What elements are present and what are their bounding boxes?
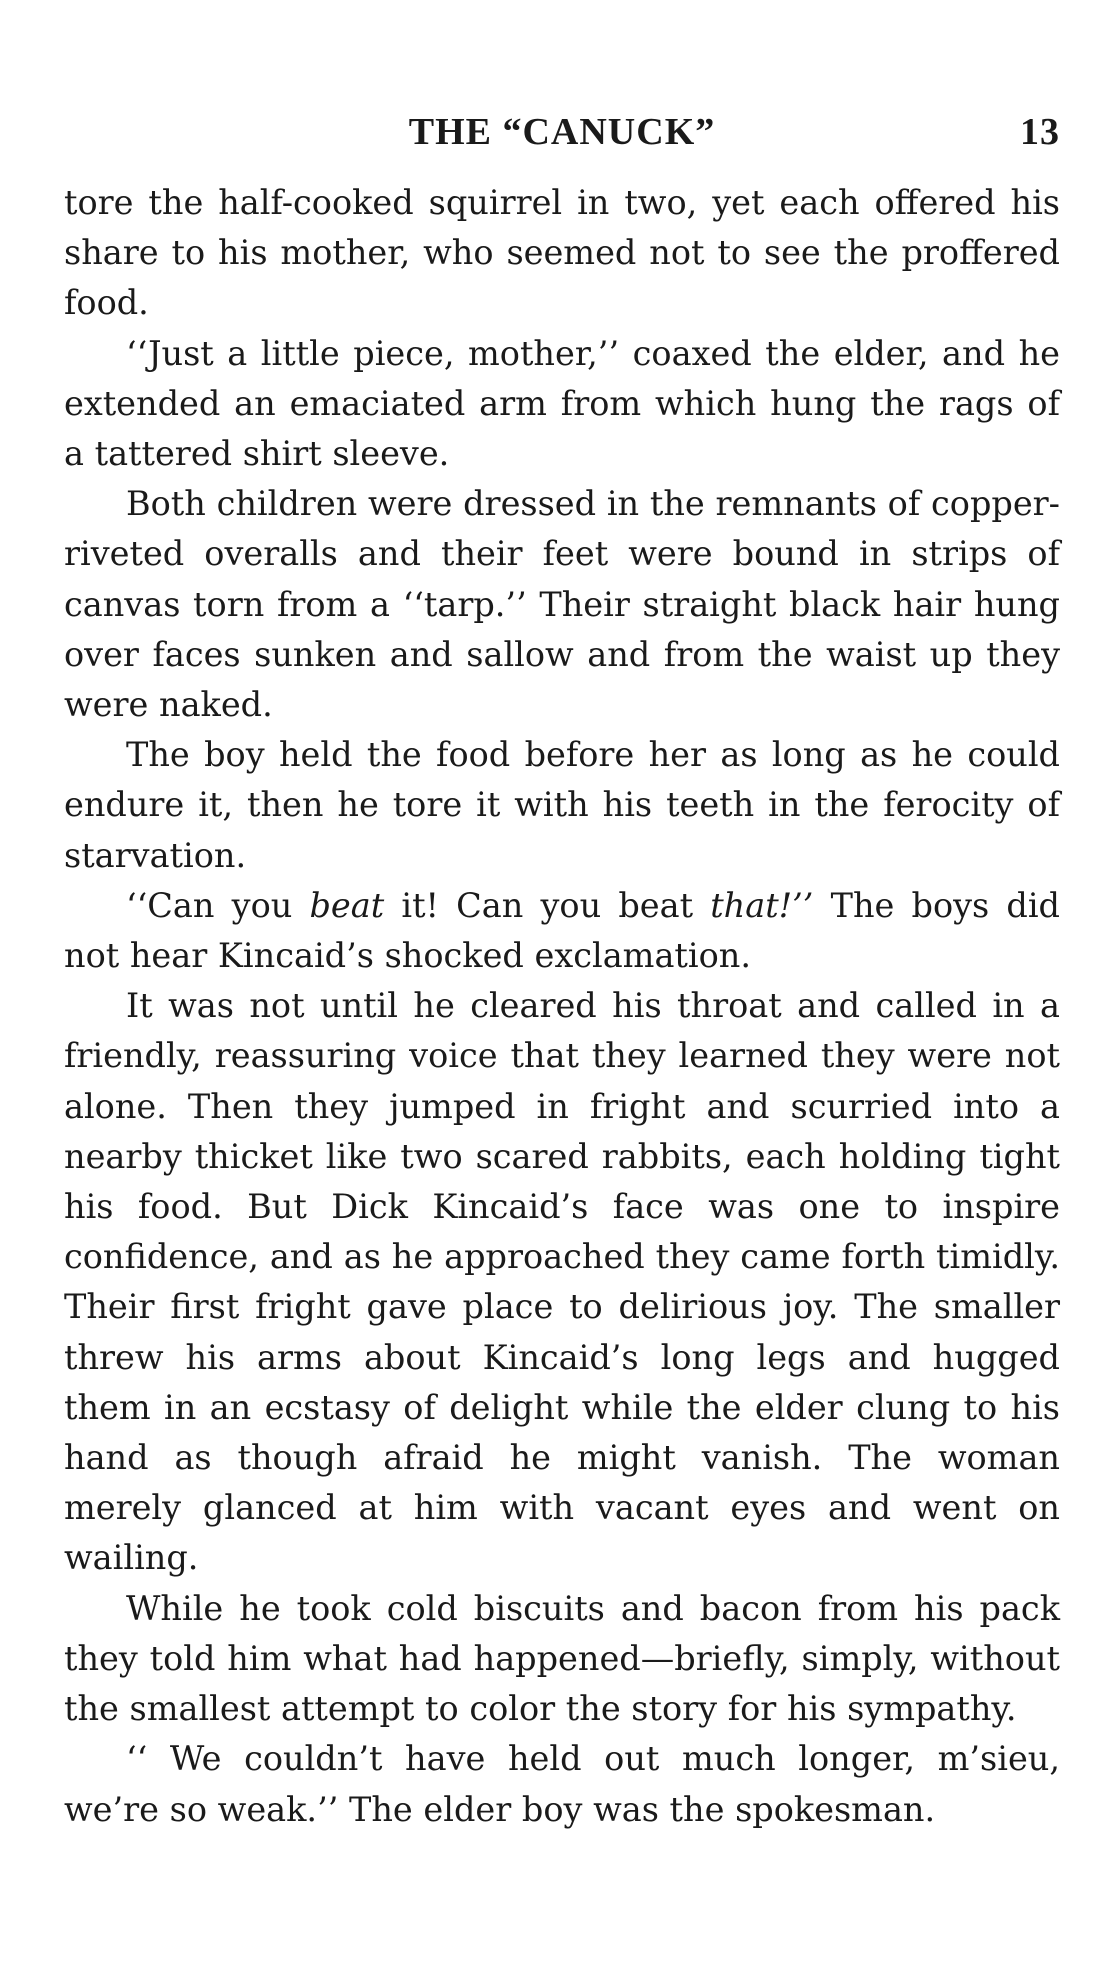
emphasis-text: beat [309, 885, 385, 925]
emphasis-text: that!’’ [710, 885, 814, 925]
text-run: ‘‘Can you [126, 885, 310, 925]
text-run: The boys did not hear Kincaid’s shocked exclamation. [64, 885, 1060, 976]
running-title: THE “CANUCK” [408, 111, 716, 153]
paragraph: ‘‘Just a little piece, mother,’’ coaxed the elder, and he extended an emaciated arm from which hung the rags of a tattered shirt sleeve. [64, 333, 1060, 474]
running-head [64, 110, 1060, 170]
paragraph: Both children were dressed in the remnants of copper-riveted overalls and their feet were bound in strips of canvas torn from a ‘‘tarp.’’ Their straight black hair hung over faces sunken and sallow and from the waist up they were naked. [64, 484, 1060, 725]
book-page [64, 110, 1060, 1835]
paragraph: tore the half-cooked squirrel in two, yet each offered his share to his mother, who seemed not to see the proffered food. [64, 183, 1060, 323]
page-number: 13 [1020, 111, 1060, 153]
paragraph: The boy held the food before her as long as he could endure it, then he tore it with his teeth in the ferocity of starvation. [64, 735, 1060, 875]
body-text [64, 178, 1060, 1835]
paragraph-with-emphasis [64, 881, 1060, 981]
paragraph: ‘‘ We couldn’t have held out much longer, m’sieu, we’re so weak.’’ The elder boy was the spokesman. [64, 1739, 1060, 1829]
paragraph: While he took cold biscuits and bacon from his pack they told him what had happened—briefly, simply, without the smallest attempt to color the story for his sympathy. [64, 1588, 1060, 1729]
text-run: it! Can you beat [384, 885, 711, 925]
paragraph: It was not until he cleared his throat and called in a friendly, reassuring voice that they learned they were not alone. Then they jumped in fright and scurried into a nearby thicket like two scared rabbits, each holding tight his food. But Dick Kincaid’s face was one to inspire confidence, and as he approached they came forth timidly. Their first fright gave place to delirious joy. The smaller threw his arms about Kincaid’s long legs and hugged them in an ecstasy of delight while the elder clung to his hand as though afraid he might vanish. The woman merely glanced at him with vacant eyes and went on wailing. [64, 986, 1060, 1578]
